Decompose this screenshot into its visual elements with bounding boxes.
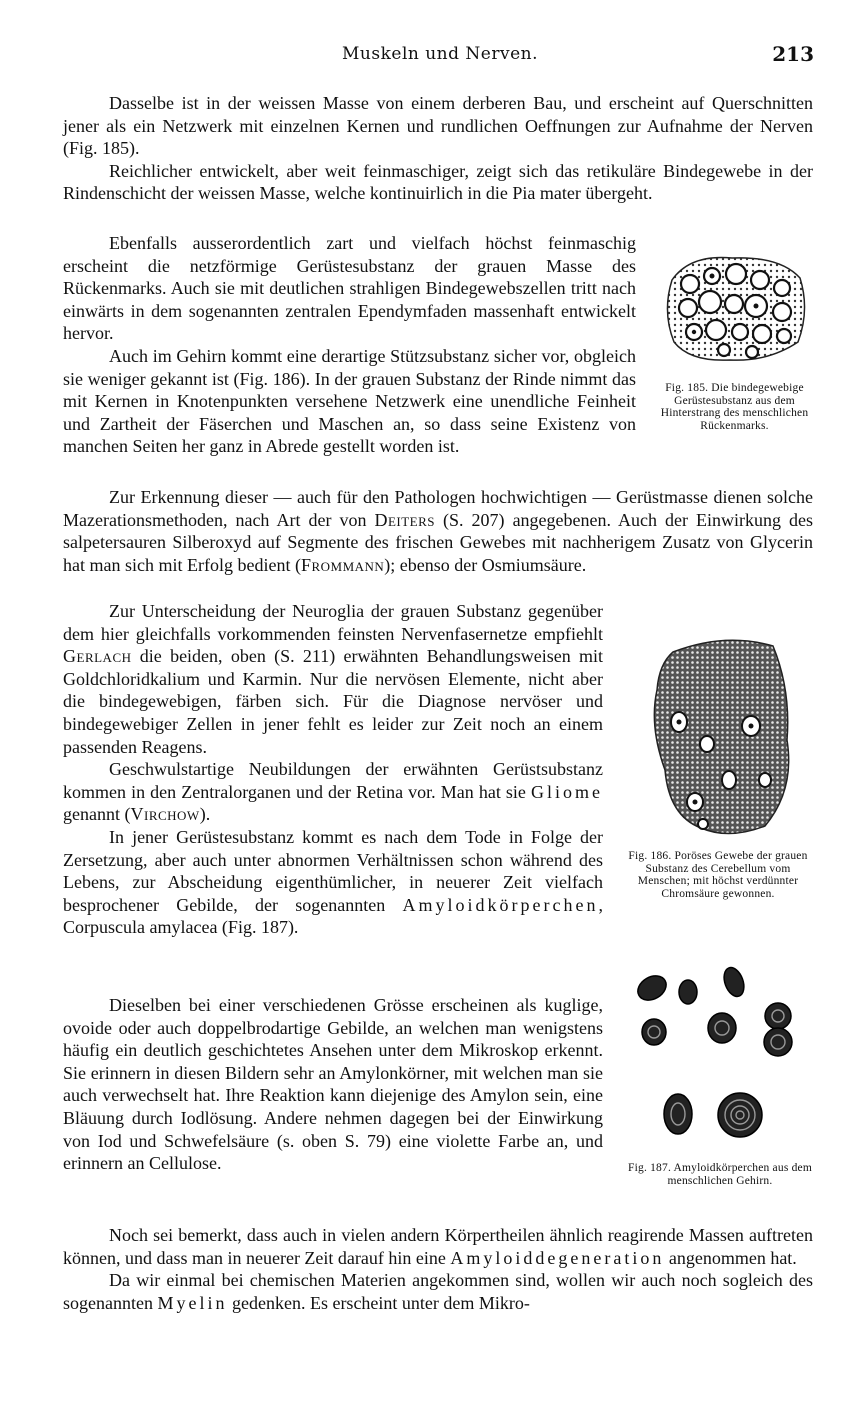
paragraph: Reichlicher entwickelt, aber weit feinmaschiger, zeigt sich das retikuläre Bindegewebe in der Rindenschicht der weissen Masse, welche kontinuirlich in die Pia mater übergeht. (63, 160, 813, 204)
figure-186-caption: Fig. 186. Poröses Gewebe der grauen Substanz des Cerebellum vom Menschen; mit höchst verdünnter Chromsäure gewonnen. (628, 850, 808, 900)
figure-187-amyloid-bodies (630, 950, 815, 1160)
paragraph: Noch sei bemerkt, dass auch in vielen andern Körpertheilen ähnlich reagirende Massen auftreten können, und dass man in neuerer Zeit darauf hin eine Amyloiddegeneration angenommen hat. (63, 1225, 813, 1268)
figure-186-porous-tissue (645, 630, 805, 840)
spaced-term: Gliome (531, 781, 603, 802)
figure-185-caption: Fig. 185. Die bindegewebige Gerüstesubstanz aus dem Hinterstrang des menschlichen Rückenmarks. (660, 382, 809, 432)
spaced-term: Myelin (157, 1292, 228, 1313)
paragraph: Auch im Gehirn kommt eine derartige Stützsubstanz sicher vor, obgleich sie weniger gekannt ist (Fig. 186). In der grauen Substanz der Rinde nimmt das mit Kernen in Knotenpunkten versehene Netzwerk eine unendliche Feinheit und Zartheit der Fäserchen und Maschen an, so dass seine Existenz von manchen Seiten her ganz in Abrede gestellt worden ist. (63, 345, 636, 457)
paragraph: Da wir einmal bei chemischen Materien angekommen sind, wollen wir auch noch sogleich des sogenannten Myelin gedenken. Es erscheint unter dem Mikro- (63, 1270, 813, 1313)
spaced-term: Amyloidkörperchen (402, 894, 599, 915)
text-block-bottom (63, 1224, 813, 1314)
text-block-middle (63, 486, 813, 576)
author-name: Virchow (130, 804, 200, 825)
text-block-fig186 (63, 600, 603, 939)
text-block-fig185 (63, 232, 636, 458)
author-name: Deiters (374, 509, 436, 530)
running-title: Muskeln und Nerven. (342, 44, 538, 64)
author-name: Frommann (300, 554, 385, 575)
page-number: 213 (772, 42, 814, 66)
paragraph: In jener Gerüstesubstanz kommt es nach dem Tode in Folge der Zersetzung, aber auch unter abnormen Verhältnissen schon während des Lebens, zur Abscheidung eigenthümlicher, in neuerer Zeit vielfach besprochener Gebilde, der sogenannten Amyloidkörperchen, Corpuscula amylacea (Fig. 187). (63, 826, 604, 938)
paragraph: Zur Erkennung dieser — auch für den Pathologen hochwichtigen — Gerüstmasse dienen solche Mazerationsmethoden, nach Art der von Deiters (S. 207) angegebenen. Auch der Einwirkung des salpetersauren Silberoxyd auf Segmente des frischen Gewebes mit nachherigem Zusatz von Glycerin hat man sich mit Erfolg bedient (Frommann); ebenso der Osmiumsäure. (63, 487, 814, 575)
figure-185-reticular-tissue (660, 250, 810, 365)
paragraph: Zur Unterscheidung der Neuroglia der grauen Substanz gegenüber dem hier gleichfalls vorkommenden feinsten Nervenfasernetze empfiehlt Gerlach die beiden, oben (S. 211) erwähnten Behandlungsweisen mit Goldchloridkalium und Karmin. Nur die nervösen Elemente, nicht aber die bindegewebigen, färben sich. Für die Diagnose nervöser und bindegewebiger Zellen in jener fehlt es leider zur Zeit noch an einem passenden Reagens. (63, 601, 604, 757)
figure-187-caption: Fig. 187. Amyloidkörperchen aus dem menschlichen Gehirn. (628, 1162, 812, 1187)
text-block-fig187 (63, 994, 603, 1175)
text-block-top (63, 92, 813, 205)
paragraph: Dasselbe ist in der weissen Masse von einem derberen Bau, und erscheint auf Querschnitten jener als ein Netzwerk mit einzelnen Kernen und rundlichen Oeffnungen zur Aufnahme der Nerven (Fig. 185). (63, 93, 813, 159)
paragraph: Dieselben bei einer verschiedenen Grösse erscheinen als kuglige, ovoide oder auch doppelbrodartige Gebilde, an welchen man wenigstens häufig ein deutlich geschichtetes Ansehen unter dem Mikroskop erkennt. Sie erinnern in diesen Bildern sehr an Amylonkörner, mit welchen man sie auch verwechselt hat. Ihre Reaktion kann diejenige des Amylon sein, eine Bläuung durch Iodlösung. Andere nehmen dagegen bei der Einwirkung von Iod und Schwefelsäure (s. oben S. 79) eine violette Farbe an, und erinnern an Cellulose. (63, 995, 603, 1174)
running-head (0, 44, 860, 74)
spaced-term: Amyloiddegeneration (450, 1247, 665, 1268)
paragraph: Ebenfalls ausserordentlich zart und vielfach höchst feinmaschig erscheint die netzförmige Gerüstesubstanz der grauen Masse des Rückenmarks. Auch sie mit deutlichen strahligen Bindegewebszellen tritt nach einwärts in dem sogenannten zentralen Ependymfaden massenhaft entwickelt hervor. (63, 233, 636, 344)
author-name: Gerlach (63, 646, 132, 667)
paragraph: Geschwulstartige Neubildungen der erwähnten Gerüstsubstanz kommen in den Zentralorganen und der Retina vor. Man hat sie Gliome genannt (Virchow). (63, 759, 603, 825)
